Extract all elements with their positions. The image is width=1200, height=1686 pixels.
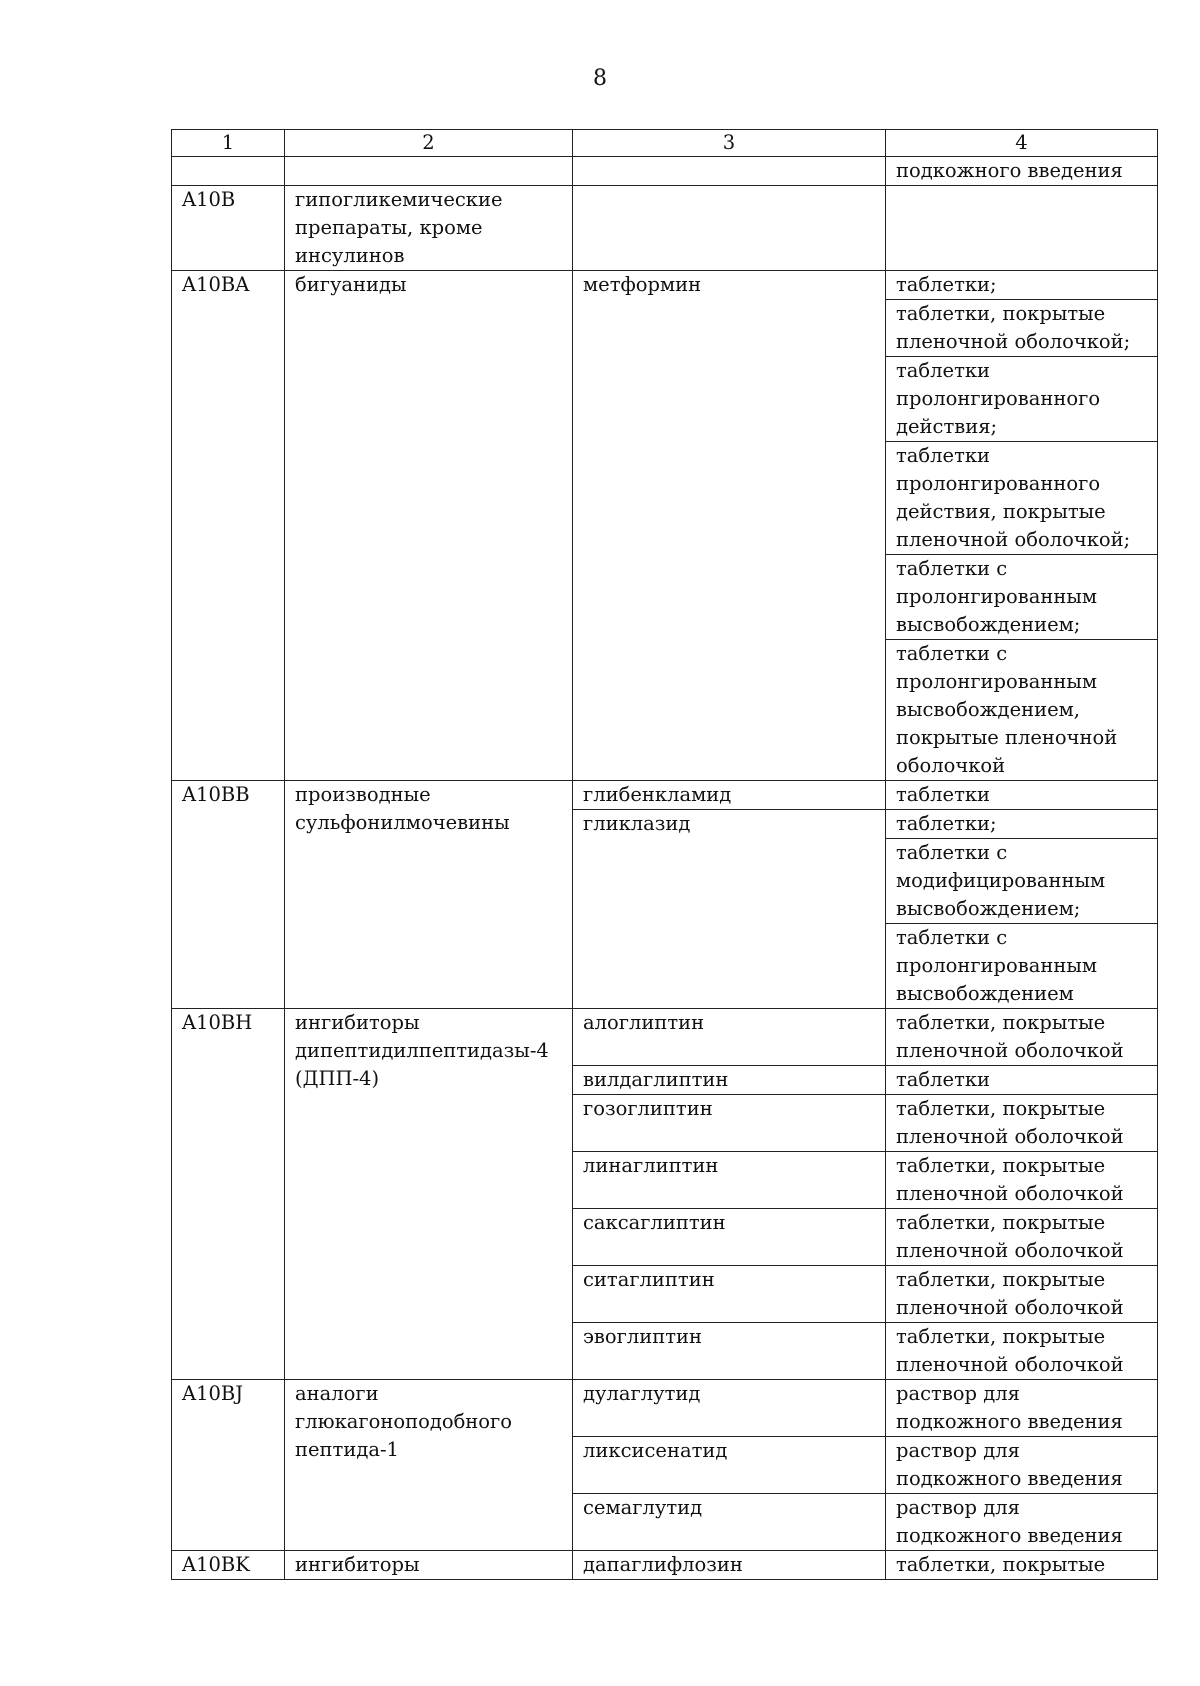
table-row — [172, 271, 1158, 300]
atc-code-cell: A10BJ — [172, 1380, 285, 1551]
dosage-form-cell: таблетки с пролонгированным высвобождением, покрытые пленочной оболочкой — [886, 640, 1158, 781]
column-number-2: 2 — [285, 130, 573, 157]
dosage-form-cell — [886, 186, 1158, 271]
drug-name-cell: ликсисенатид — [573, 1437, 886, 1494]
page-number: 8 — [593, 66, 607, 91]
dosage-form-cell: раствор для подкожного введения — [886, 1494, 1158, 1551]
table-row — [172, 1551, 1158, 1580]
drug-name-cell: ситаглиптин — [573, 1266, 886, 1323]
dosage-form-cell: таблетки, покрытые пленочной оболочкой — [886, 1323, 1158, 1380]
atc-code-cell: A10B — [172, 186, 285, 271]
anatomical-group-cell — [285, 157, 573, 186]
drug-name-cell — [573, 186, 886, 271]
drug-name-cell: эвоглиптин — [573, 1323, 886, 1380]
dosage-form-cell: таблетки; — [886, 271, 1158, 300]
dosage-form-cell: таблетки, покрытые пленочной оболочкой — [886, 1209, 1158, 1266]
anatomical-group-cell: ингибиторы — [285, 1551, 573, 1580]
table-body — [172, 157, 1158, 1580]
drug-name-cell: гозоглиптин — [573, 1095, 886, 1152]
table-row — [172, 186, 1158, 271]
drug-name-cell: саксаглиптин — [573, 1209, 886, 1266]
drug-name-cell: вилдаглиптин — [573, 1066, 886, 1095]
anatomical-group-cell: гипогликемические препараты, кроме инсулинов — [285, 186, 573, 271]
table-row — [172, 1009, 1158, 1066]
dosage-form-cell: таблетки с модифицированным высвобождением; — [886, 839, 1158, 924]
dosage-form-cell: таблетки пролонгированного действия; — [886, 357, 1158, 442]
drug-name-cell: семаглутид — [573, 1494, 886, 1551]
anatomical-group-cell: ингибиторы дипептидилпептидазы-4 (ДПП-4) — [285, 1009, 573, 1380]
dosage-form-cell: таблетки, покрытые пленочной оболочкой — [886, 1095, 1158, 1152]
drug-name-cell: дапаглифлозин — [573, 1551, 886, 1580]
drug-name-cell: линаглиптин — [573, 1152, 886, 1209]
atc-code-cell — [172, 157, 285, 186]
drug-name-cell: дулаглутид — [573, 1380, 886, 1437]
drug-name-cell — [573, 157, 886, 186]
anatomical-group-cell: бигуаниды — [285, 271, 573, 781]
column-number-3: 3 — [573, 130, 886, 157]
table-row — [172, 157, 1158, 186]
anatomical-group-cell: аналоги глюкагоноподобного пептида-1 — [285, 1380, 573, 1551]
dosage-form-cell: таблетки, покрытые пленочной оболочкой — [886, 1152, 1158, 1209]
dosage-form-cell: таблетки, покрытые — [886, 1551, 1158, 1580]
dosage-form-cell: таблетки; — [886, 810, 1158, 839]
drug-name-cell: глибенкламид — [573, 781, 886, 810]
drug-name-cell: гликлазид — [573, 810, 886, 1009]
column-number-4: 4 — [886, 130, 1158, 157]
dosage-form-cell: таблетки пролонгированного действия, покрытые пленочной оболочкой; — [886, 442, 1158, 555]
dosage-form-cell: таблетки — [886, 1066, 1158, 1095]
table-row — [172, 1380, 1158, 1437]
dosage-form-cell: таблетки с пролонгированным высвобождением; — [886, 555, 1158, 640]
dosage-form-cell: таблетки, покрытые пленочной оболочкой — [886, 1009, 1158, 1066]
drug-name-cell: метформин — [573, 271, 886, 781]
drug-name-cell: алоглиптин — [573, 1009, 886, 1066]
dosage-form-cell: раствор для подкожного введения — [886, 1380, 1158, 1437]
dosage-form-cell: таблетки, покрытые пленочной оболочкой — [886, 1266, 1158, 1323]
dosage-form-cell: таблетки — [886, 781, 1158, 810]
atc-code-cell: A10BB — [172, 781, 285, 1009]
drug-table — [171, 129, 1158, 1580]
atc-code-cell: A10BH — [172, 1009, 285, 1380]
anatomical-group-cell: производные сульфонилмочевины — [285, 781, 573, 1009]
table-row — [172, 781, 1158, 810]
dosage-form-cell: таблетки, покрытые пленочной оболочкой; — [886, 300, 1158, 357]
atc-code-cell: A10BK — [172, 1551, 285, 1580]
column-number-1: 1 — [172, 130, 285, 157]
dosage-form-cell: таблетки с пролонгированным высвобождением — [886, 924, 1158, 1009]
dosage-form-cell: подкожного введения — [886, 157, 1158, 186]
atc-code-cell: A10BA — [172, 271, 285, 781]
column-number-row — [172, 130, 1158, 157]
dosage-form-cell: раствор для подкожного введения — [886, 1437, 1158, 1494]
drug-table-container — [171, 129, 1157, 1580]
